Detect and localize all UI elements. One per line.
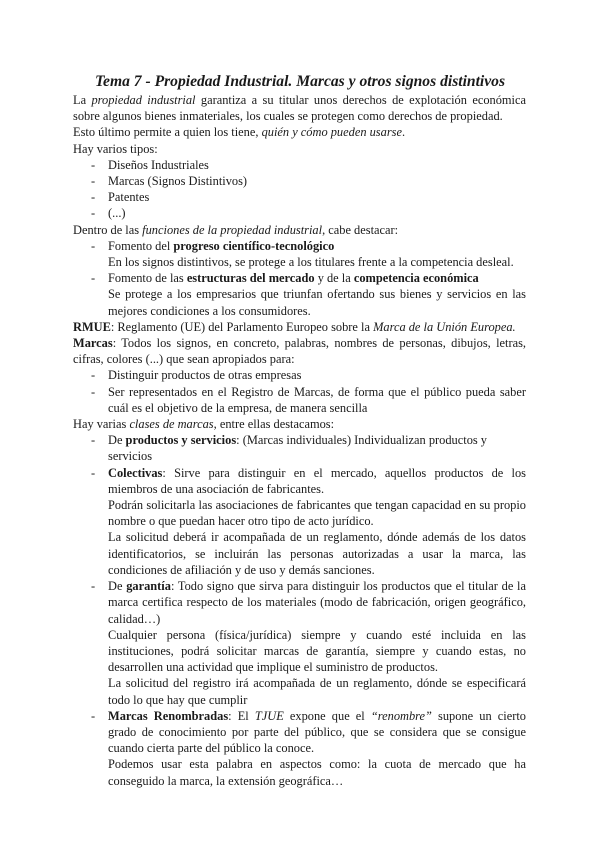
marcas-label: Marcas	[73, 336, 113, 351]
text: : (Marcas individuales) Individualizan productos y servicios	[108, 433, 488, 464]
text: : El	[228, 708, 255, 723]
text: , cabe destacar:	[322, 222, 399, 237]
term-marca-ue: Marca de la Unión Europea.	[373, 319, 516, 334]
text: .	[401, 125, 406, 140]
list-item	[73, 238, 526, 270]
list-item	[73, 465, 526, 578]
text: garantiza a su titular unos derechos de explotación económica sobre algunos bienes inmateriales, los cuales se protegen como derechos de propiedad.	[73, 93, 526, 124]
text: Dentro de las	[73, 222, 143, 237]
marcas-paragraph	[73, 335, 526, 367]
text: De	[108, 433, 126, 448]
list-item: - Patentes	[73, 189, 526, 205]
list-item: - Marcas (Signos Distintivos)	[73, 173, 526, 189]
list-item	[73, 432, 526, 464]
bold-term: Colectivas	[108, 465, 163, 480]
item-text	[108, 708, 526, 757]
item-detail: En los signos distintivos, se protege a los titulares frente a la competencia desleal.	[108, 255, 514, 270]
bold-term: estructuras del mercado	[186, 271, 315, 286]
text: : Todos los signos, en concreto, palabras, nombres de personas, dibujos, letras, cifras, colores (...) que sean apropiados para:	[73, 336, 526, 367]
item-detail: Se protege a los empresarios que triunfan ofertando sus bienes y servicios en las mejores condiciones a los consumidores.	[108, 287, 526, 318]
rmue-label: RMUE	[73, 319, 111, 334]
tipos-heading: Hay varios tipos:	[73, 141, 158, 156]
list-item: - Ser representados en el Registro de Marcas, de forma que el público pueda saber cuál es el objetivo de la empresa, de manera sencilla	[73, 384, 526, 416]
text: : Sirve para distinguir en el mercado, aquellos productos de los miembros de una asociación de fabricantes.	[108, 465, 526, 496]
bold-term: progreso científico-tecnológico	[173, 238, 335, 253]
list-item: - (...)	[73, 205, 526, 221]
rmue-paragraph	[73, 319, 526, 335]
document-body	[73, 92, 526, 789]
list-item	[73, 270, 526, 319]
item-detail: La solicitud deberá ir acompañada de un reglamento, dónde además de los datos identificatorios, se incluirán las personas autorizadas a usar la marca, las condiciones de afiliación y de uso y demás sanciones.	[108, 530, 526, 577]
funciones-lead	[73, 222, 526, 238]
list-item	[73, 578, 526, 708]
bold-term: competencia económica	[353, 271, 479, 286]
term-quien-como: quién y cómo pueden usarse	[261, 125, 402, 140]
intro-paragraph-2	[73, 124, 526, 140]
term-tjue: TJUE	[254, 708, 284, 723]
marcas-list	[73, 367, 526, 416]
text: , entre ellas destacamos:	[213, 417, 335, 432]
bold-term: Marcas Renombradas	[108, 708, 229, 723]
clases-lead	[73, 416, 526, 432]
list-item: - Diseños Industriales	[73, 157, 526, 173]
tipos-list	[73, 157, 526, 222]
text: supone un cierto grado de conocimiento por parte del público, que se considera que se consigue cuando cierta parte del público la conoce.	[108, 708, 526, 756]
item-detail: Cualquier persona (física/jurídica) siempre y cuando esté incluida en las instituciones, podrá solicitar marcas de garantía, siempre y cuando estas, no desarrollen una actividad que implique el suministro de productos.	[108, 627, 526, 675]
term-clases: clases de marcas	[129, 417, 214, 432]
text: y de la	[314, 271, 354, 286]
item-detail: La solicitud del registro irá acompañada de un reglamento, dónde se especificará todo lo que hay que cumplir	[108, 676, 526, 707]
list-item	[73, 708, 526, 789]
text: Hay varias	[73, 417, 130, 432]
item-text	[108, 578, 526, 627]
text: : Todo signo que sirva para distinguir los productos que el titular de la marca certifica respecto de los materiales (modo de fabricación, origen geográfico, calidad…)	[108, 579, 527, 626]
funciones-list	[73, 238, 526, 319]
text: : Reglamento (UE) del Parlamento Europeo sobre la	[110, 319, 374, 334]
term-renombre: “renombre”	[370, 708, 432, 723]
text: Fomento de las	[108, 271, 187, 286]
list-item: - Distinguir productos de otras empresas	[73, 367, 526, 383]
bold-term: garantía	[126, 579, 171, 594]
intro-paragraph	[73, 92, 526, 124]
text: Esto último permite a quien los tiene,	[73, 125, 262, 140]
bold-term: productos y servicios	[125, 433, 237, 448]
item-detail: Podemos usar esta palabra en aspectos como: la cuota de mercado que ha conseguido la marca, la extensión geográfica…	[108, 757, 526, 788]
text: La	[73, 93, 92, 107]
term-funciones: funciones de la propiedad industrial	[142, 222, 323, 237]
text: Fomento del	[108, 238, 174, 253]
text: De	[108, 579, 127, 594]
clases-list	[73, 432, 526, 788]
item-text	[108, 465, 526, 497]
text: expone que el	[283, 708, 371, 723]
term-propiedad-industrial: propiedad industrial	[91, 93, 196, 107]
document-title: Tema 7 - Propiedad Industrial. Marcas y otros signos distintivos	[94, 73, 506, 90]
item-detail: Podrán solicitarla las asociaciones de fabricantes que tengan capacidad en su propio nombre o que puedan hacer otro tipo de acto jurídico.	[108, 498, 526, 529]
